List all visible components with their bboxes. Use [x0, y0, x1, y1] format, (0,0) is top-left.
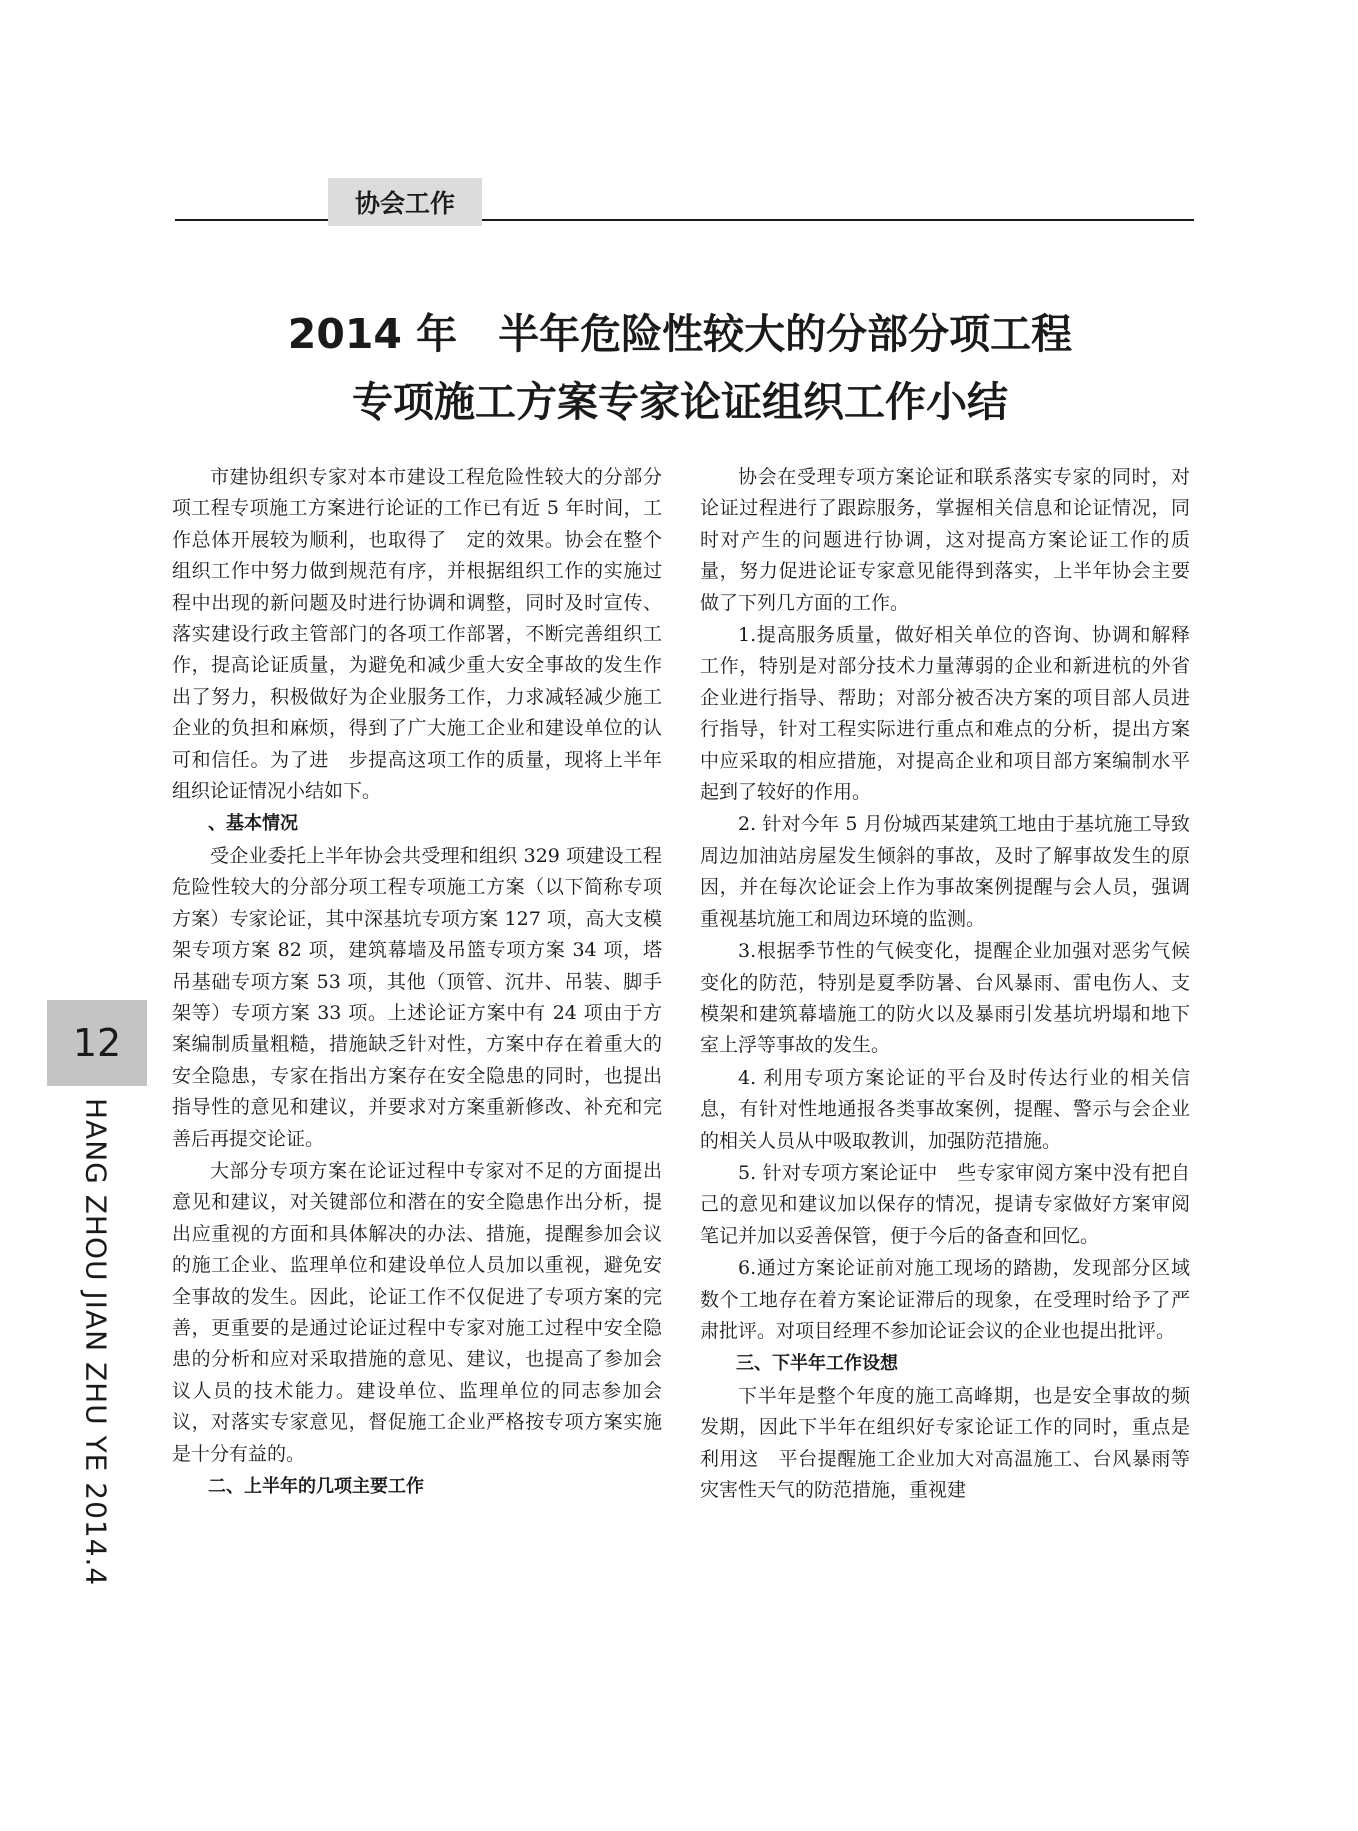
- title-line-1: 2014 年 半年危险性较大的分部分项工程: [287, 310, 1073, 358]
- title-line-2: 专项施工方案专家论证组织工作小结: [352, 378, 1008, 426]
- right-column: [700, 462, 1190, 1507]
- journal-vertical-label: HANG ZHOU JIAN ZHU YE 2014.4: [79, 1098, 113, 1587]
- paragraph: 受企业委托上半年协会共受理和组织 329 项建设工程危险性较大的分部分项工程专项施工方案（以下简称专项方案）专家论证，其中深基坑专项方案 127 项，高大支模架专项方案 82 项，建筑幕墙及吊篮专项方案 34 项，塔吊基础专项方案 53 项，其他（顶管、沉井、吊装、脚手架等）专项方案 33 项。上述论证方案中有 24 项由于方案编制质量粗糙，措施缺乏针对性，方案中存在着重大的安全隐患，专家在指出方案存在安全隐患的同时，也提出指导性的意见和建议，并要求对方案重新修改、补充和完善后再提交论证。: [172, 844, 662, 1150]
- section-heading-3: 三、下半年工作设想: [736, 1353, 898, 1375]
- paragraph: 下半年是整个年度的施工高峰期，也是安全事故的频发期，因此下半年在组织好专家论证工作的同时，重点是利用这 平台提醒施工企业加大对高温施工、台风暴雨等灾害性天气的防范措施，重视建: [700, 1384, 1190, 1501]
- section-label: 协会工作: [328, 178, 482, 226]
- paragraph: 4. 利用专项方案论证的平台及时传达行业的相关信息，有针对性地通报各类事故案例，提醒、警示与会企业的相关人员从中吸取教训，加强防范措施。: [700, 1066, 1190, 1152]
- section-heading-2: 二、上半年的几项主要工作: [208, 1476, 424, 1497]
- header-rule-left: [175, 219, 328, 221]
- paragraph: 3.根据季节性的气候变化，提醒企业加强对恶劣气候变化的防范，特别是夏季防暑、台风暴雨、雷电伤人、支模架和建筑幕墙施工的防火以及暴雨引发基坑坍塌和地下室上浮等事故的发生。: [700, 940, 1190, 1057]
- paragraph: 5. 针对专项方案论证中 些专家审阅方案中没有把自己的意见和建议加以保存的情况，提请专家做好方案审阅笔记并加以妥善保管，便于今后的备查和回忆。: [700, 1161, 1190, 1247]
- paragraph: 2. 针对今年 5 月份城西某建筑工地由于基坑施工导致周边加油站房屋发生倾斜的事故，及时了解事故发生的原因，并在每次论证会上作为事故案例提醒与会人员，强调重视基坑施工和周边环境的监测。: [700, 813, 1190, 930]
- left-column: [172, 462, 662, 1503]
- page-number: 12: [47, 1000, 147, 1086]
- paragraph: 1.提高服务质量，做好相关单位的咨询、协调和解释工作，特别是对部分技术力量薄弱的企业和新进杭的外省企业进行指导、帮助；对部分被否决方案的项目部人员进行指导，针对工程实际进行重点和难点的分析，提出方案中应采取的相应措施，对提高企业和项目部方案编制水平起到了较好的作用。: [700, 624, 1190, 804]
- paragraph: 市建协组织专家对本市建设工程危险性较大的分部分项工程专项施工方案进行论证的工作已有近 5 年时间，工作总体开展较为顺利，也取得了 定的效果。协会在整个组织工作中努力做到规范有序，并根据组织工作的实施过程中出现的新问题及时进行协调和调整，同时及时宣传、落实建设行政主管部门的各项工作部署，不断完善组织工作，提高论证质量，为避免和减少重大安全事故的发生作出了努力，积极做好为企业服务工作，力求减轻减少施工企业的负担和麻烦，得到了广大施工企业和建设单位的认可和信任。为了进 步提高这项工作的质量，现将上半年组织论证情况小结如下。: [172, 466, 662, 803]
- article-title: [180, 300, 1180, 436]
- header-rule-right: [482, 219, 1194, 221]
- section-heading-1: 、基本情况: [208, 813, 298, 835]
- paragraph: 6.通过方案论证前对施工现场的踏勘，发现部分区域数个工地存在着方案论证滞后的现象，在受理时给予了严肃批评。对项目经理不参加论证会议的企业也提出批评。: [700, 1257, 1190, 1342]
- paragraph: 大部分专项方案在论证过程中专家对不足的方面提出意见和建议，对关键部位和潜在的安全隐患作出分析，提出应重视的方面和具体解决的办法、措施，提醒参加会议的施工企业、监理单位和建设单位人员加以重视，避免安全事故的发生。因此，论证工作不仅促进了专项方案的完善，更重要的是通过论证过程中专家对施工过程中安全隐患的分析和应对采取措施的意见、建议，也提高了参加会议人员的技术能力。建设单位、监理单位的同志参加会议，对落实专家意见，督促施工企业严格按专项方案实施是十分有益的。: [172, 1159, 662, 1465]
- paragraph: 协会在受理专项方案论证和联系落实专家的同时，对论证过程进行了跟踪服务，掌握相关信息和论证情况，同时对产生的问题进行协调，这对提高方案论证工作的质量，努力促进论证专家意见能得到落实，上半年协会主要做了下列几方面的工作。: [700, 466, 1190, 614]
